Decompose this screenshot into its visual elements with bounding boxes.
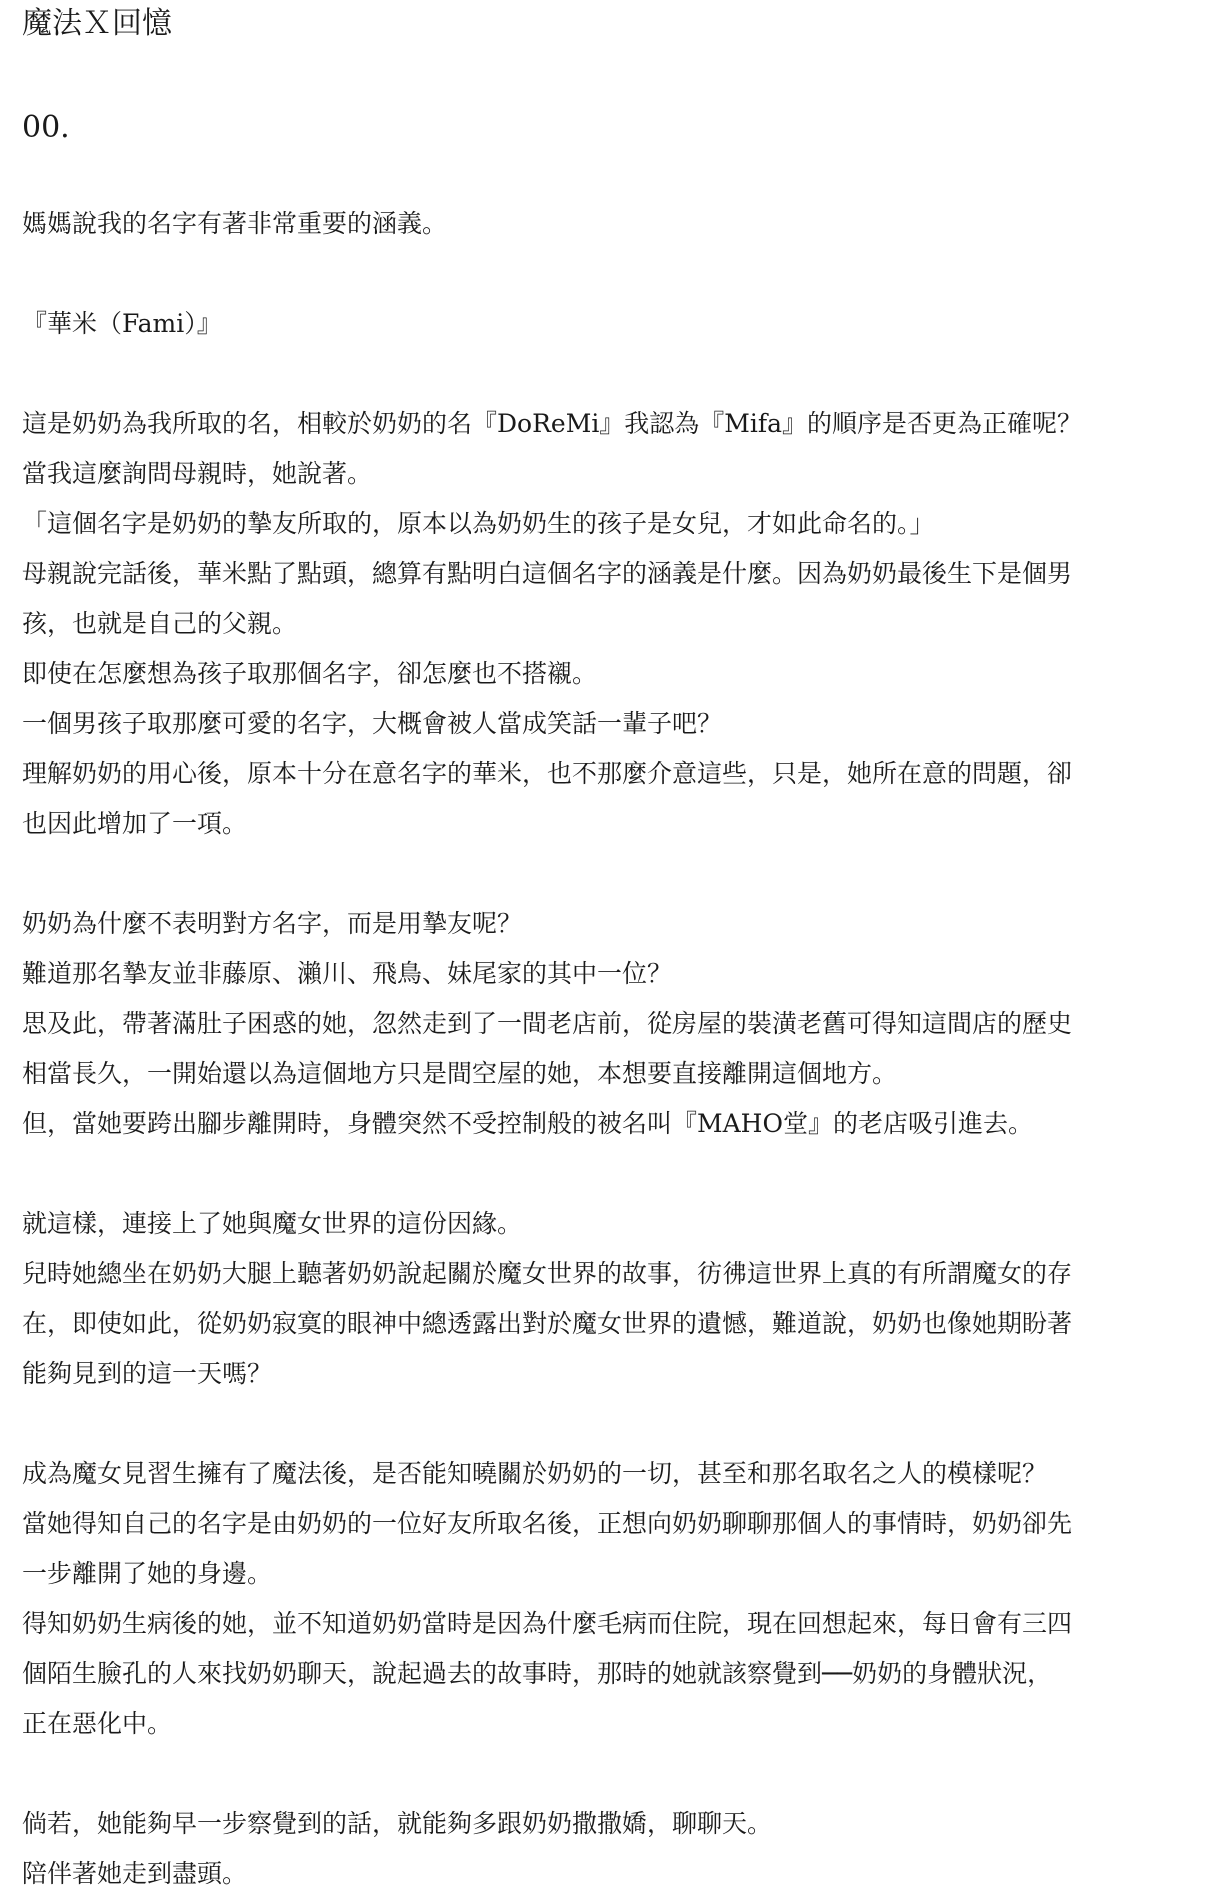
text-line: 就這樣，連接上了她與魔女世界的這份因緣。 <box>22 1209 523 1238</box>
text-line: 奶奶為什麼不表明對方名字，而是用摯友呢？ <box>22 909 523 938</box>
blank-line <box>22 1749 1202 1799</box>
blank-line <box>22 249 1202 299</box>
text-line: 得知奶奶生病後的她，並不知道奶奶當時是因為什麼毛病而住院，現在回想起來，每日會有三四 <box>22 1609 1073 1638</box>
story-body <box>22 199 1202 1899</box>
text-line: 孩，也就是自己的父親。 <box>22 609 298 638</box>
text-line: 這是奶奶為我所取的名，相較於奶奶的名『DoReMi』我認為『Mifa』的順序是否更為正確呢？ <box>22 409 1083 438</box>
text-line: 一個男孩子取那麼可愛的名字，大概會被人當成笑話一輩子吧？ <box>22 709 723 738</box>
text-line: 個陌生臉孔的人來找奶奶聊天，說起過去的故事時，那時的她就該察覺到──奶奶的身體狀況， <box>22 1659 1053 1688</box>
text-line: 陪伴著她走到盡頭。 <box>22 1859 248 1888</box>
text-line: 「這個名字是奶奶的摯友所取的，原本以為奶奶生的孩子是女兒，才如此命名的。」 <box>22 509 935 538</box>
document-page <box>22 0 1202 1899</box>
text-line: 當我這麼詢問母親時，她說著。 <box>22 459 373 488</box>
text-line: 即使在怎麼想為孩子取那個名字，卻怎麼也不搭襯。 <box>22 659 598 688</box>
blank-line <box>22 849 1202 899</box>
text-line: 思及此，帶著滿肚子困惑的她，忽然走到了一間老店前，從房屋的裝潢老舊可得知這間店的歷史 <box>22 1009 1073 1038</box>
text-line: 在，即使如此，從奶奶寂寞的眼神中總透露出對於魔女世界的遺憾，難道說，奶奶也像她期盼著 <box>22 1309 1073 1338</box>
text-line: 倘若，她能夠早一步察覺到的話，就能夠多跟奶奶撒撒嬌，聊聊天。 <box>22 1809 773 1838</box>
text-line: 兒時她總坐在奶奶大腿上聽著奶奶說起關於魔女世界的故事，彷彿這世界上真的有所謂魔女的存 <box>22 1259 1073 1288</box>
text-line: 但，當她要跨出腳步離開時，身體突然不受控制般的被名叫『MAHO堂』的老店吸引進去。 <box>22 1109 1033 1138</box>
text-line: 理解奶奶的用心後，原本十分在意名字的華米，也不那麼介意這些，只是，她所在意的問題，卻 <box>22 759 1073 788</box>
text-line: 難道那名摯友並非藤原、瀨川、飛鳥、妹尾家的其中一位？ <box>22 959 673 988</box>
blank-line <box>22 1399 1202 1449</box>
blank-line <box>22 349 1202 399</box>
text-line: 正在惡化中。 <box>22 1709 173 1738</box>
text-line: 媽媽說我的名字有著非常重要的涵義。 <box>22 209 448 238</box>
text-line: 成為魔女見習生擁有了魔法後，是否能知曉關於奶奶的一切，甚至和那名取名之人的模樣呢？ <box>22 1459 1048 1488</box>
chapter-heading: 00. <box>22 110 70 145</box>
document-title: 魔法Ｘ回憶 <box>22 6 172 41</box>
text-line: 母親說完話後，華米點了點頭，總算有點明白這個名字的涵義是什麼。因為奶奶最後生下是個男 <box>22 559 1073 588</box>
text-line: 『華米（Fami）』 <box>22 309 222 338</box>
text-line: 相當長久，一開始還以為這個地方只是間空屋的她，本想要直接離開這個地方。 <box>22 1059 898 1088</box>
text-line: 能夠見到的這一天嗎？ <box>22 1359 273 1388</box>
blank-line <box>22 1149 1202 1199</box>
text-line: 一步離開了她的身邊。 <box>22 1559 273 1588</box>
text-line: 也因此增加了一項。 <box>22 809 248 838</box>
text-line: 當她得知自己的名字是由奶奶的一位好友所取名後，正想向奶奶聊聊那個人的事情時，奶奶卻先 <box>22 1509 1073 1538</box>
